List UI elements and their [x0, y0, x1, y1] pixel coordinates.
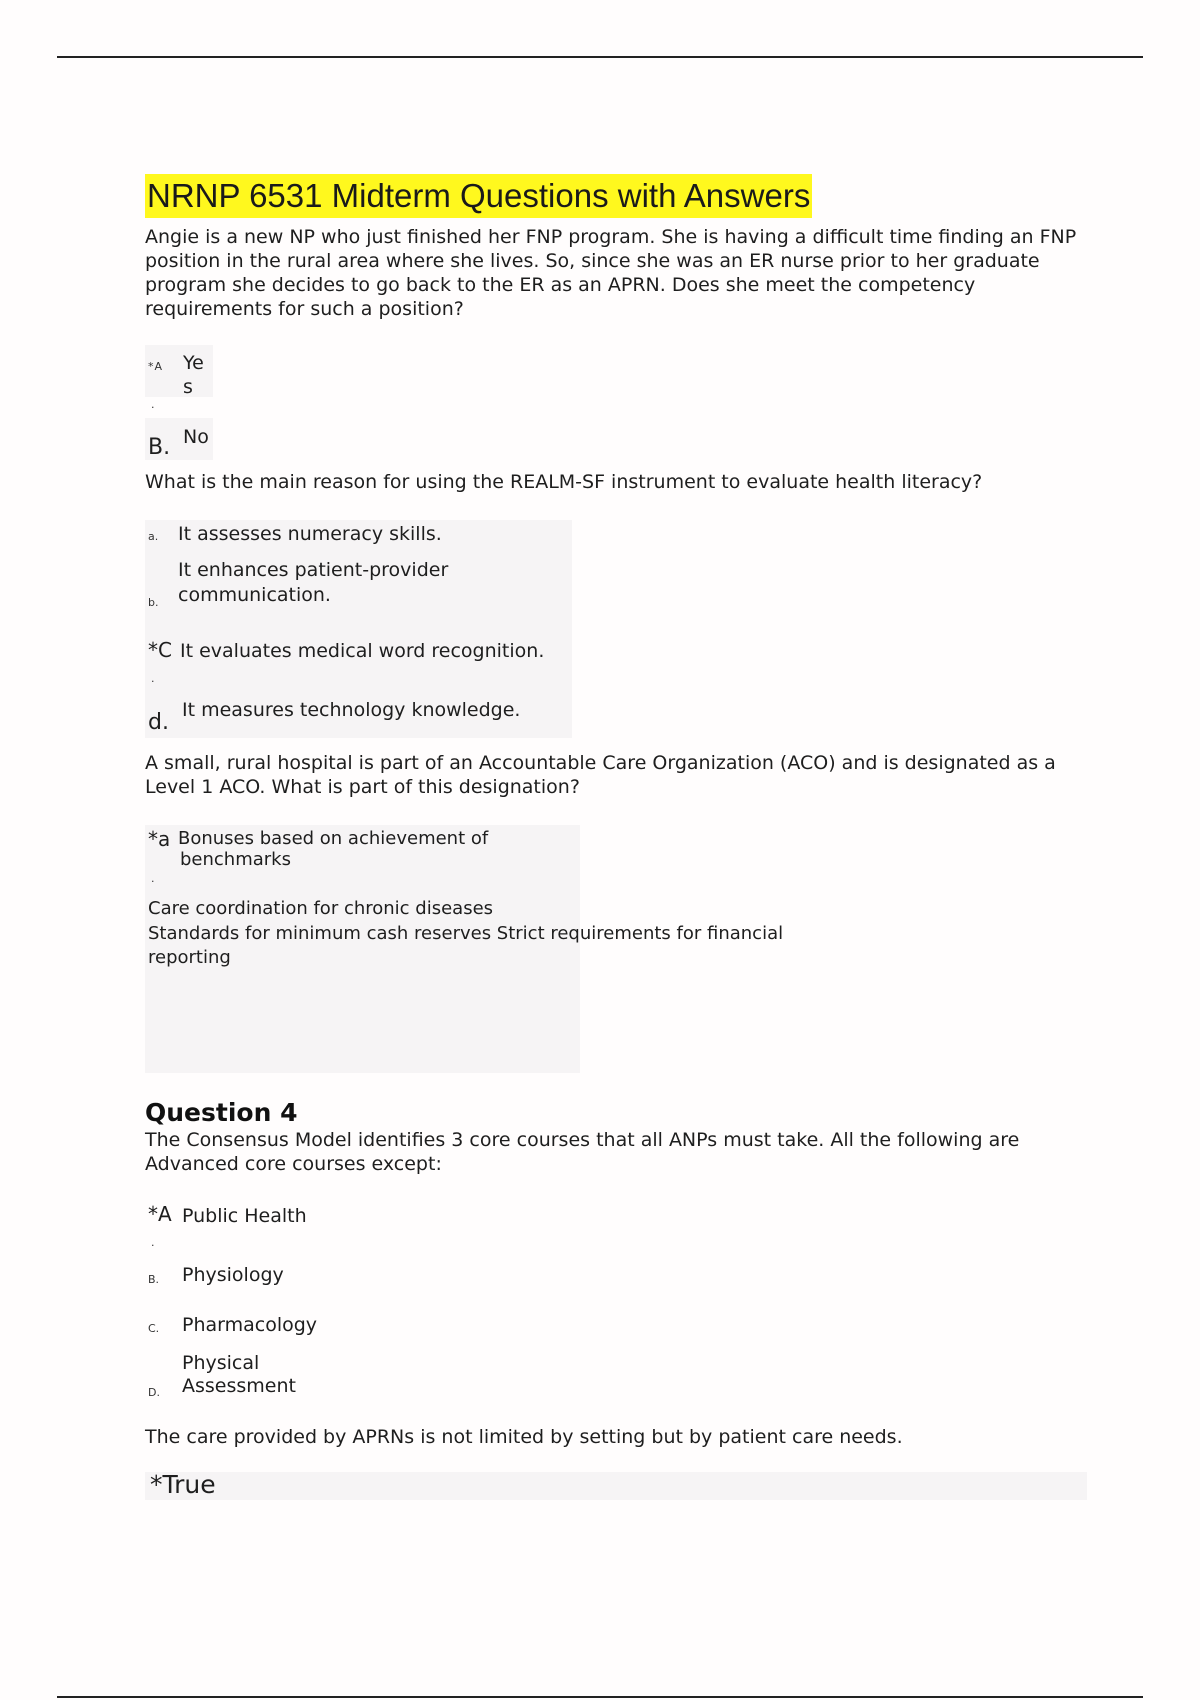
- bottom-rule: [57, 1696, 1143, 1698]
- document-title: NRNP 6531 Midterm Questions with Answers: [145, 174, 812, 218]
- question-4-text: The Consensus Model identifies 3 core courses that all ANPs must take. All the following are Advanced core courses except:: [145, 1129, 1020, 1175]
- q4-option-c-marker: C.: [148, 1322, 160, 1335]
- q2-option-c-text[interactable]: It evaluates medical word recognition.: [180, 640, 545, 662]
- q5-answer-true[interactable]: *True: [150, 1470, 216, 1499]
- top-rule: [57, 56, 1143, 58]
- q2-option-a-text[interactable]: It assesses numeracy skills.: [178, 523, 442, 545]
- q2-option-d-marker: d.: [148, 710, 169, 735]
- q4-option-b-marker: B.: [148, 1273, 160, 1286]
- question-4-heading: Question 4: [145, 1098, 298, 1127]
- q2-option-b-line2[interactable]: communication.: [178, 584, 331, 606]
- q3-option-a-line2[interactable]: benchmarks: [180, 849, 291, 870]
- q3-option-a-line1[interactable]: Bonuses based on achievement of: [178, 828, 489, 849]
- q4-option-d-marker: D.: [148, 1386, 160, 1399]
- q3-option-a-marker: *a: [148, 827, 171, 851]
- q2-option-b-marker: b.: [148, 596, 159, 609]
- q5-answer-box: [145, 1472, 1087, 1500]
- question-1-text: Angie is a new NP who just finished her FNP program. She is having a difficult time finding an FNP position in the rural area where she lives. So, since she was an ER nurse prior to her graduate program she decides to go back to the ER as an APRN. Does she meet the competency requirements for such a position?: [145, 226, 1077, 320]
- q2-option-b-line1[interactable]: It enhances patient-provider: [178, 559, 449, 581]
- q4-option-b-text[interactable]: Physiology: [182, 1264, 284, 1286]
- q1-option-a-line2[interactable]: s: [183, 376, 193, 398]
- q3-option-b-text[interactable]: Care coordination for chronic diseases: [148, 898, 494, 919]
- q1-option-a-marker: *A: [148, 360, 164, 373]
- question-3-text: A small, rural hospital is part of an Accountable Care Organization (ACO) and is designated as a Level 1 ACO. What is part of this designation?: [145, 752, 1056, 798]
- q2-option-d-text[interactable]: It measures technology knowledge.: [182, 699, 521, 721]
- question-2-text: What is the main reason for using the REALM-SF instrument to evaluate health literacy?: [145, 471, 983, 493]
- q3-option-c-line2[interactable]: reporting: [148, 947, 231, 968]
- q4-option-c-text[interactable]: Pharmacology: [182, 1314, 318, 1336]
- q2-option-a-marker: a.: [148, 530, 159, 543]
- q3-option-c-text[interactable]: Standards for minimum cash reserves Strict requirements for financial: [148, 923, 784, 944]
- q1-option-b-text[interactable]: No: [183, 426, 209, 448]
- q4-option-a-dot: .: [151, 1236, 155, 1249]
- q4-option-d-line1[interactable]: Physical: [182, 1352, 260, 1374]
- q2-option-c-dot: .: [151, 672, 155, 685]
- q2-option-c-marker: *C: [148, 638, 172, 662]
- q4-option-d-line2[interactable]: Assessment: [182, 1375, 296, 1397]
- q1-option-b-marker: B.: [148, 435, 171, 460]
- q4-option-a-marker: *A: [148, 1202, 172, 1226]
- q1-option-a-dot: .: [151, 398, 155, 411]
- q3-option-a-dot: .: [151, 872, 155, 885]
- q1-option-a-line1[interactable]: Ye: [183, 352, 204, 374]
- q4-option-a-text[interactable]: Public Health: [182, 1205, 307, 1227]
- question-5-text: The care provided by APRNs is not limited by setting but by patient care needs.: [145, 1426, 903, 1448]
